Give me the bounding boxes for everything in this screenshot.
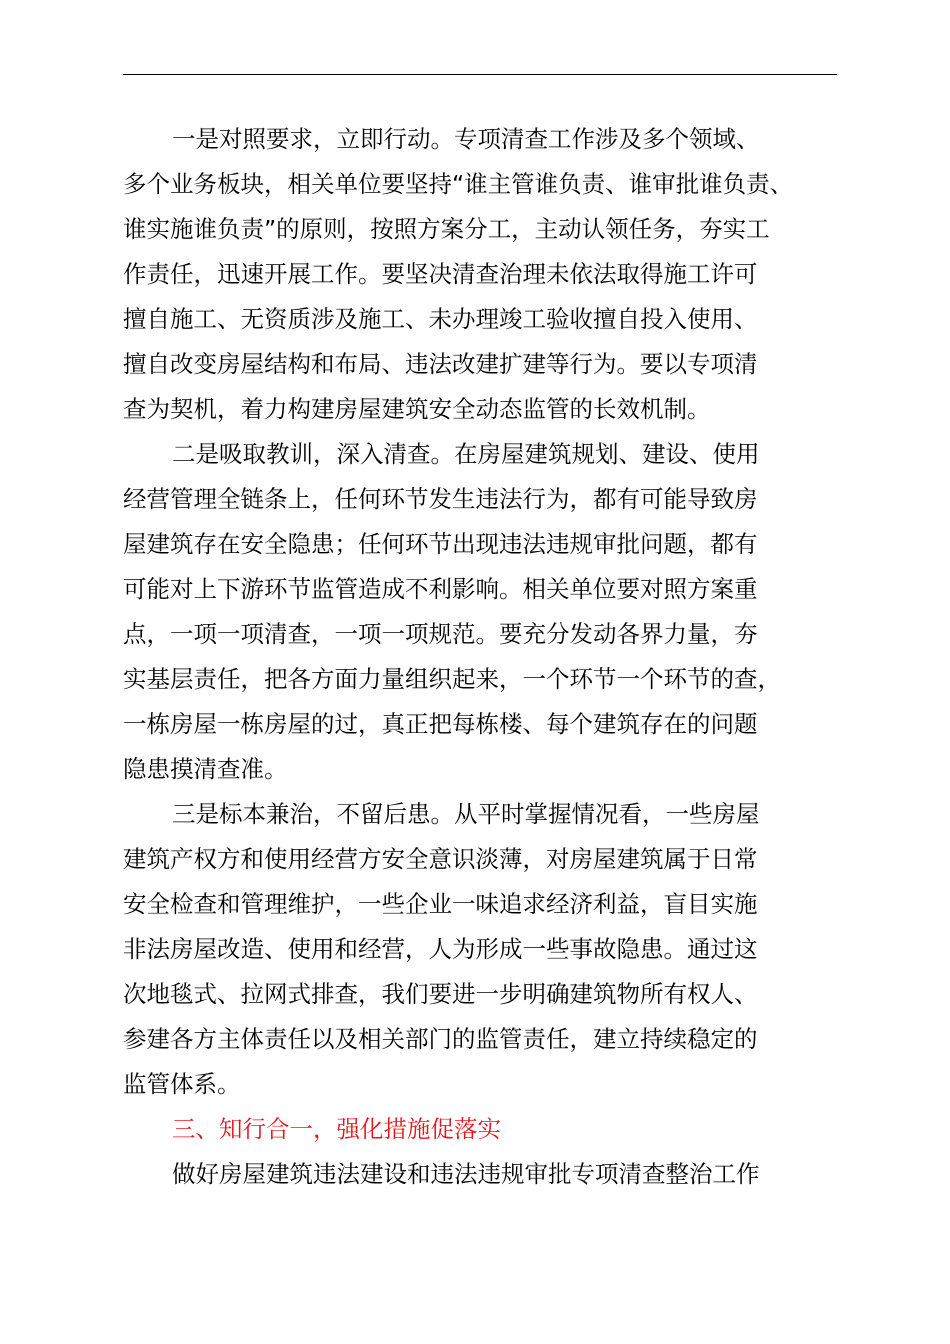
text-line: 屋建筑存在安全隐患；任何环节出现违法违规审批问题，都有 [123, 530, 758, 558]
text-line: 监管体系。 [123, 1070, 241, 1098]
text-line: 点，一项一项清查，一项一项规范。要充分发动各界力量，夯 [123, 620, 758, 648]
text-line: 安全检查和管理维护，一些企业一味追求经济利益，盲目实施 [123, 890, 758, 918]
header-rule [123, 74, 837, 75]
text-line: 次地毯式、拉网式排查，我们要进一步明确建筑物所有权人、 [123, 980, 758, 1008]
text-line: 作责任，迅速开展工作。要坚决清查治理未依法取得施工许可 [123, 260, 758, 288]
text-line: 一是对照要求，立即行动。专项清查工作涉及多个领域、 [172, 125, 760, 153]
text-line: 二是吸取教训，深入清查。在房屋建筑规划、建设、使用 [172, 440, 760, 468]
text-line: 谁实施谁负责”的原则，按照方案分工，主动认领任务，夯实工 [123, 215, 770, 243]
text-line: 做好房屋建筑违法建设和违法违规审批专项清查整治工作 [172, 1160, 760, 1188]
text-line: 参建各方主体责任以及相关部门的监管责任，建立持续稳定的 [123, 1025, 758, 1053]
text-line: 经营管理全链条上，任何环节发生违法行为，都有可能导致房 [123, 485, 758, 513]
text-line: 擅自改变房屋结构和布局、违法改建扩建等行为。要以专项清 [123, 350, 758, 378]
text-line: 建筑产权方和使用经营方安全意识淡薄，对房屋建筑属于日常 [123, 845, 758, 873]
body-text [123, 117, 858, 1197]
text-line: 擅自施工、无资质涉及施工、未办理竣工验收擅自投入使用、 [123, 305, 758, 333]
text-line: 可能对上下游环节监管造成不利影响。相关单位要对照方案重 [123, 575, 758, 603]
text-line: 三是标本兼治，不留后患。从平时掌握情况看，一些房屋 [172, 800, 760, 828]
text-line: 查为契机，着力构建房屋建筑安全动态监管的长效机制。 [123, 395, 711, 423]
text-line: 实基层责任，把各方面力量组织起来，一个环节一个环节的查， [123, 665, 781, 693]
text-line: 一栋房屋一栋房屋的过，真正把每栋楼、每个建筑存在的问题 [123, 710, 758, 738]
text-line: 非法房屋改造、使用和经营，人为形成一些事故隐患。通过这 [123, 935, 758, 963]
text-line: 隐患摸清查准。 [123, 755, 288, 783]
text-line: 多个业务板块，相关单位要坚持“谁主管谁负责、谁审批谁负责、 [123, 170, 794, 198]
section-heading: 三、知行合一，强化措施促落实 [172, 1115, 501, 1143]
